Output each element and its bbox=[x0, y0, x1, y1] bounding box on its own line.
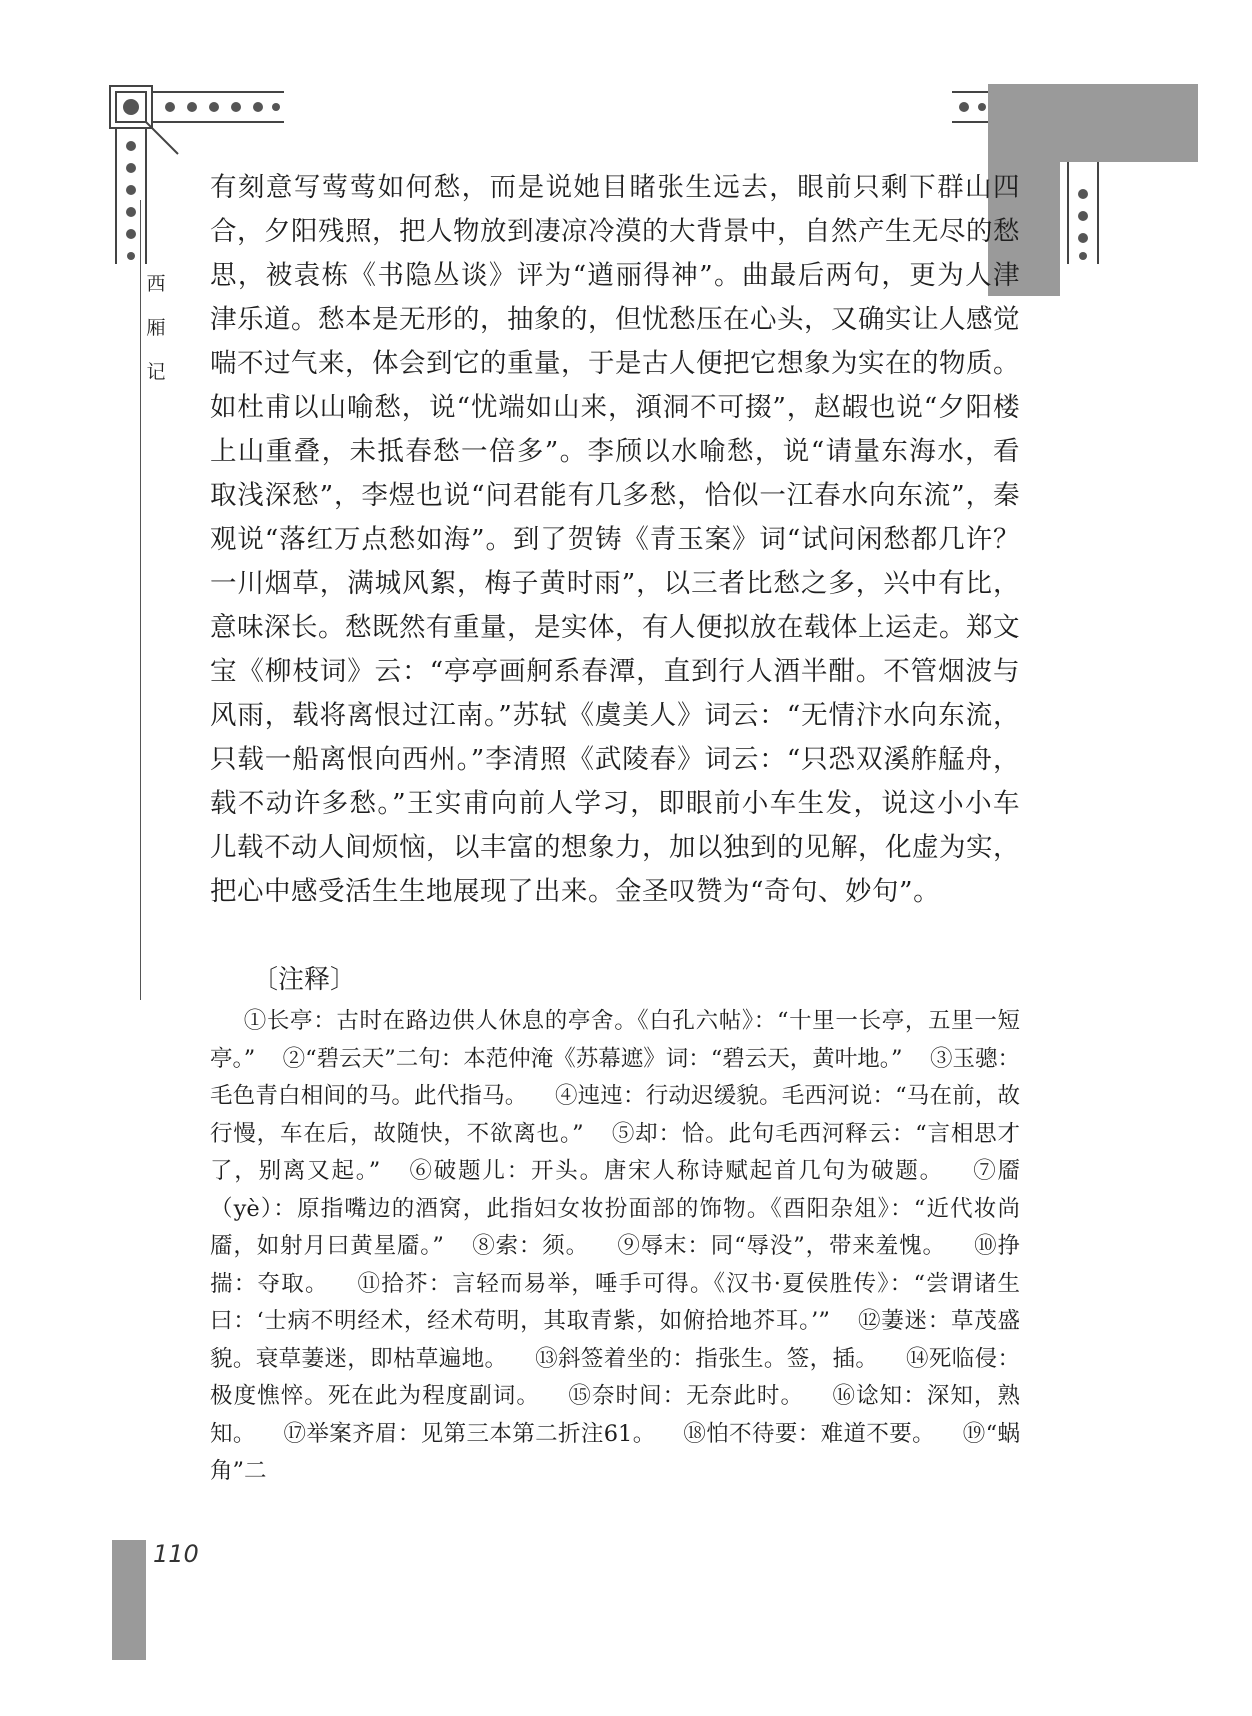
note-item: ⑲“蜗角”二 bbox=[210, 1420, 1020, 1484]
note-item: ⑰举案齐眉：见第三本第二折注61。 bbox=[283, 1420, 656, 1447]
note-item: ⑬斜签着坐的：指张生。签，插。 bbox=[535, 1345, 879, 1372]
note-item: ③玉骢：毛色青白相间的马。此代指马。 bbox=[210, 1045, 1020, 1109]
note-item: ⑯谂知：深知，熟知。 bbox=[210, 1383, 1020, 1447]
note-item: ⑱怕不待要：难道不要。 bbox=[683, 1420, 935, 1447]
note-item: ④迍迍：行动迟缓貌。毛西河说：“马在前，故行慢，车在后，故随快，不欲离也。” bbox=[210, 1083, 1020, 1147]
running-head-char: 西 bbox=[146, 273, 166, 295]
note-item: ①长亭：古时在路边供人休息的亭舍。《白孔六帖》：“十里一长亭，五里一短亭。” bbox=[210, 1008, 1020, 1072]
note-item: ⑦靥（yè）：原指嘴边的酒窝，此指妇女妆扮面部的饰物。《酉阳杂俎》：“近代妆尚靥，如射月曰黄星靥。” bbox=[210, 1158, 1020, 1259]
running-head-char: 厢 bbox=[146, 317, 166, 339]
notes-title: 〔注释〕 bbox=[252, 965, 357, 995]
note-item: ⑨辱末：同“辱没”，带来羞愧。 bbox=[617, 1233, 946, 1259]
margin-rule bbox=[140, 200, 141, 1000]
note-item: ⑮奈时间：无奈此时。 bbox=[568, 1383, 805, 1409]
note-item: ⑧索：须。 bbox=[472, 1233, 590, 1259]
note-item: ⑥破题儿：开头。唐宋人称诗赋起首几句为破题。 bbox=[409, 1158, 944, 1184]
running-head bbox=[144, 262, 168, 394]
note-item: ⑪拾芥：言轻而易举，唾手可得。《汉书·夏侯胜传》：“尝谓诸生曰：‘士病不明经术，经术苟明，其取青紫，如俯拾地芥耳。’” bbox=[210, 1270, 1021, 1334]
body-text bbox=[210, 166, 1020, 914]
annotation-notes bbox=[210, 1003, 1020, 1491]
page-number: 110 bbox=[153, 1540, 199, 1568]
running-head-char: 记 bbox=[146, 361, 166, 383]
note-item: ②“碧云天”二句：本范仲淹《苏幕遮》词：“碧云天，黄叶地。” bbox=[282, 1045, 903, 1072]
folio-grey-bar bbox=[112, 1540, 146, 1660]
note-item: ⑩挣揣：夺取。 bbox=[210, 1233, 1020, 1297]
note-item: ⑤却：恰。此句毛西河释云：“言相思才了，别离又起。” bbox=[210, 1120, 1020, 1184]
body-paragraph: 有刻意写莺莺如何愁，而是说她目睹张生远去，眼前只剩下群山四合，夕阳残照，把人物放到凄凉冷漠的大背景中，自然产生无尽的愁思，被袁栋《书隐丛谈》评为“遒丽得神”。曲最后两句，更为人津津乐道。愁本是无形的，抽象的，但忧愁压在心头，又确实让人感觉喘不过气来，体会到它的重量，于是古人便把它想象为实在的物质。如杜甫以山喻愁，说“忧端如山来，澒洞不可掇”，赵嘏也说“夕阳楼上山重叠，未抵春愁一倍多”。李颀以水喻愁，说“请量东海水，看取浅深愁”，李煜也说“问君能有几多愁，恰似一江春水向东流”，秦观说“落红万点愁如海”。到了贺铸《青玉案》词“试问闲愁都几许？一川烟草，满城风絮，梅子黄时雨”，以三者比愁之多，兴中有比，意味深长。愁既然有重量，是实体，有人便拟放在载体上运走。郑文宝《柳枝词》云：“亭亭画舸系春潭，直到行人酒半酣。不管烟波与风雨，载将离恨过江南。”苏轼《虞美人》词云：“无情汴水向东流，只载一船离恨向西州。”李清照《武陵春》词云：“只恐双溪舴艋舟，载不动许多愁。”王实甫向前人学习，即眼前小车生发，说这小小车儿载不动人间烦恼，以丰富的想象力，加以独到的见解，化虚为实，把心中感受活生生地展现了出来。金圣叹赞为“奇句、妙句”。 bbox=[210, 172, 1020, 907]
note-item: ⑭死临侵：极度憔悴。死在此为程度副词。 bbox=[210, 1345, 1020, 1409]
note-item: ⑫萋迷：草茂盛貌。衰草萋迷，即枯草遍地。 bbox=[210, 1308, 1020, 1372]
